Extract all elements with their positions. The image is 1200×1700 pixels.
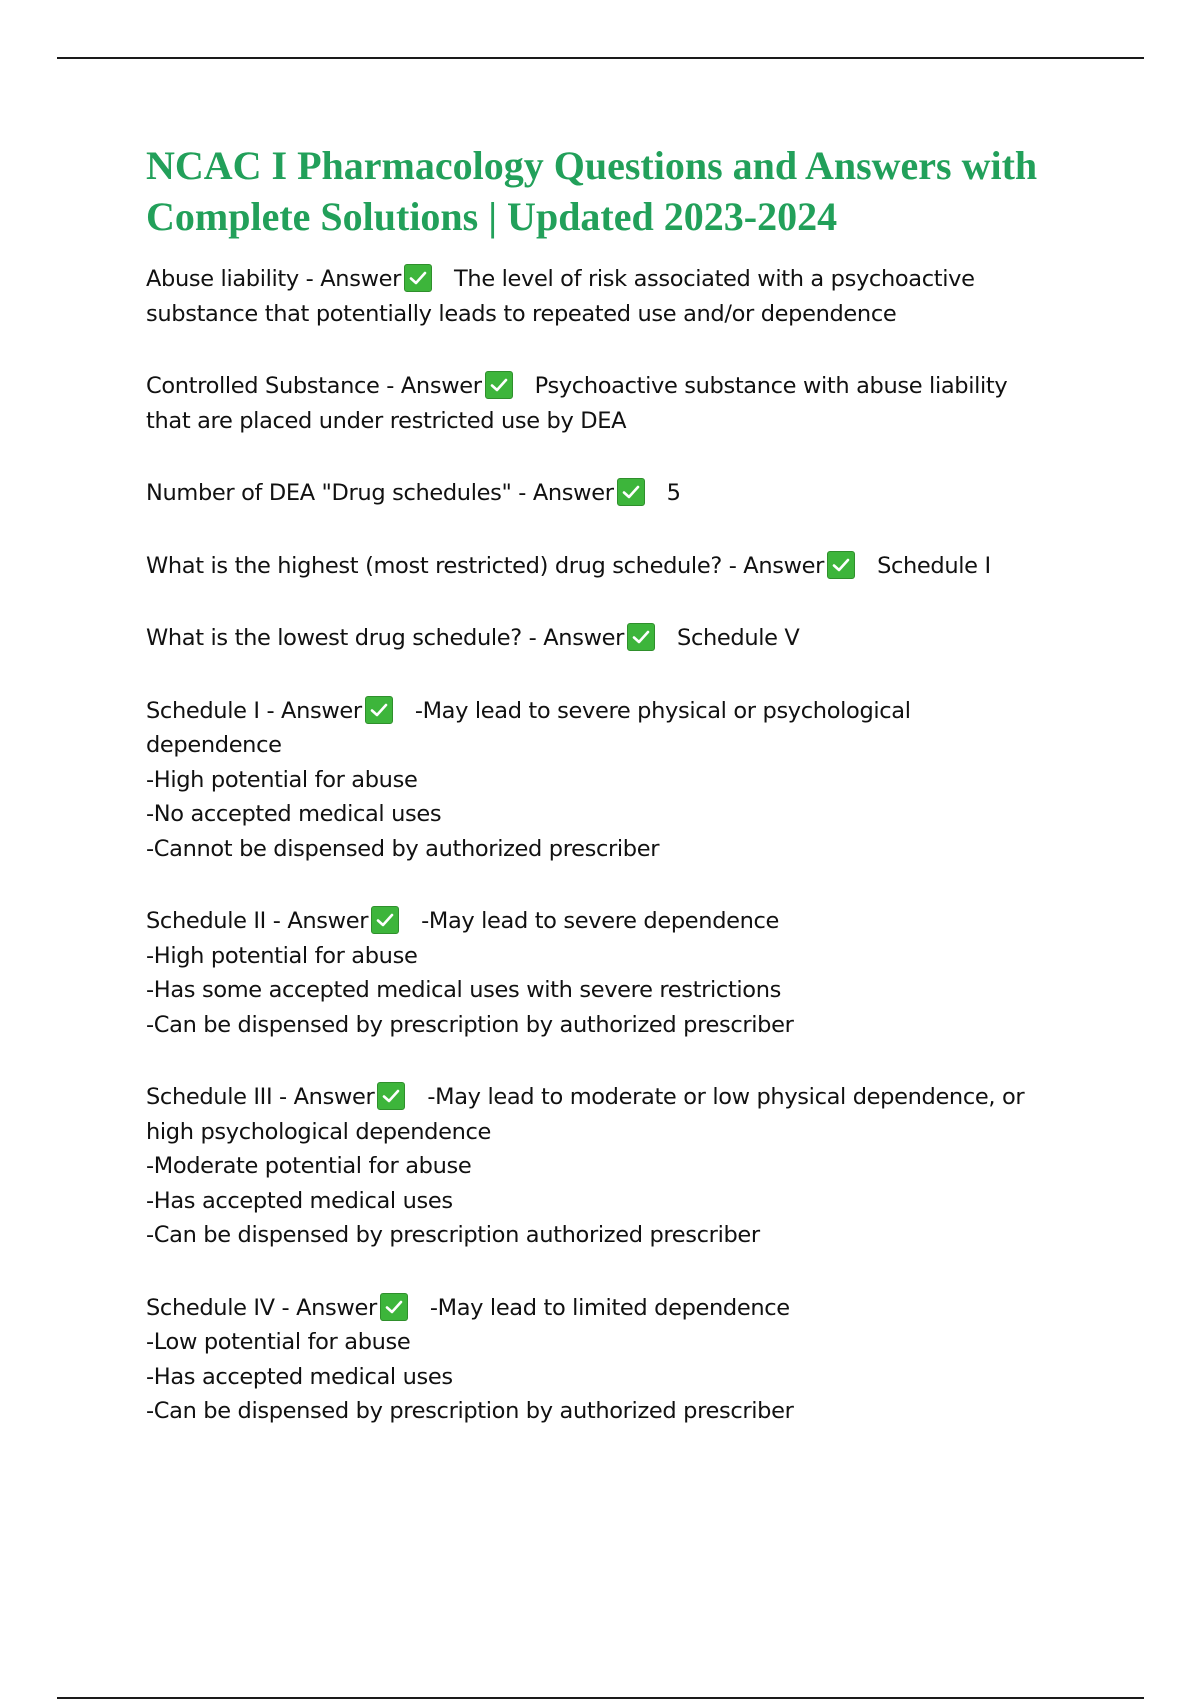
answer-text: -May lead to moderate or low physical dependence, or (427, 1084, 1025, 1110)
qa-list (146, 262, 1086, 1429)
check-box-icon (380, 1293, 408, 1321)
answer-continuation-line: substance that potentially leads to repeated use and/or dependence (146, 300, 897, 327)
question-text: Schedule I - Answer (146, 697, 362, 724)
answer-text: Psychoactive substance with abuse liability (534, 373, 1008, 399)
answer-text: 5 (666, 480, 681, 506)
check-box-icon (404, 264, 432, 292)
answer-text: Schedule V (677, 625, 800, 651)
answer-continuation-line: -Has accepted medical uses (146, 1187, 453, 1214)
answer-continuation-line: -High potential for abuse (146, 766, 418, 793)
answer-continuation-line: that are placed under restricted use by DEA (146, 407, 627, 434)
question-text: Controlled Substance - Answer (146, 373, 482, 399)
check-box-icon (485, 371, 513, 399)
qa-first-line (146, 476, 1086, 511)
answer-continuation-line: -High potential for abuse (146, 942, 418, 969)
answer-text: -May lead to severe physical or psychological (414, 697, 911, 724)
check-box-icon (827, 551, 855, 579)
qa-item (146, 904, 1086, 1042)
answer-continuation-line: -Cannot be dispensed by authorized prescriber (146, 835, 660, 862)
check-box-icon (617, 478, 645, 506)
title-line-2: Complete Solutions | Updated 2023-2024 (146, 194, 838, 239)
top-rule (57, 57, 1144, 59)
check-box-icon (365, 696, 393, 724)
check-box-icon (377, 1082, 405, 1110)
qa-item (146, 1080, 1086, 1253)
title-line-1: NCAC I Pharmacology Questions and Answers with (146, 143, 1038, 188)
qa-item (146, 694, 1086, 867)
answer-continuation-line: -Can be dispensed by prescription by authorized prescriber (146, 1011, 794, 1038)
answer-continuation-line: -Low potential for abuse (146, 1329, 411, 1355)
qa-item (146, 262, 1086, 331)
check-box-icon (371, 906, 399, 934)
question-text: Schedule II - Answer (146, 908, 369, 934)
qa-first-line (146, 904, 1086, 939)
bottom-rule (57, 1697, 1144, 1699)
answer-continuation-line: -Has accepted medical uses (146, 1363, 453, 1390)
question-text: What is the lowest drug schedule? - Answer (146, 625, 625, 651)
document-title (146, 140, 1086, 242)
answer-text: Schedule I (877, 552, 991, 579)
answer-text: -May lead to limited dependence (429, 1294, 790, 1321)
qa-first-line (146, 262, 1086, 297)
qa-first-line (146, 621, 1086, 656)
answer-continuation-line: -Can be dispensed by prescription authorized prescriber (146, 1222, 760, 1248)
qa-item (146, 476, 1086, 511)
qa-item (146, 1291, 1086, 1429)
qa-item (146, 369, 1086, 438)
qa-first-line (146, 549, 1086, 584)
answer-continuation-line: -Has some accepted medical uses with severe restrictions (146, 977, 782, 1003)
document-body (146, 140, 1086, 1467)
answer-continuation-line: high psychological dependence (146, 1118, 491, 1145)
answer-continuation-line: -Moderate potential for abuse (146, 1153, 472, 1179)
answer-text: The level of risk associated with a psychoactive (454, 266, 975, 292)
answer-continuation-line: -Can be dispensed by prescription by authorized prescriber (146, 1398, 794, 1424)
question-text: Abuse liability - Answer (146, 266, 402, 292)
qa-item (146, 549, 1086, 584)
qa-first-line (146, 369, 1086, 404)
answer-continuation-line: -No accepted medical uses (146, 801, 442, 827)
qa-first-line (146, 1080, 1086, 1115)
answer-continuation-line: dependence (146, 732, 282, 758)
qa-item (146, 621, 1086, 656)
question-text: What is the highest (most restricted) drug schedule? - Answer (146, 552, 825, 579)
qa-first-line (146, 694, 1086, 729)
qa-first-line (146, 1291, 1086, 1326)
answer-text: -May lead to severe dependence (421, 908, 780, 934)
question-text: Schedule III - Answer (146, 1084, 375, 1110)
question-text: Schedule IV - Answer (146, 1294, 377, 1321)
check-box-icon (627, 623, 655, 651)
question-text: Number of DEA "Drug schedules" - Answer (146, 480, 614, 506)
